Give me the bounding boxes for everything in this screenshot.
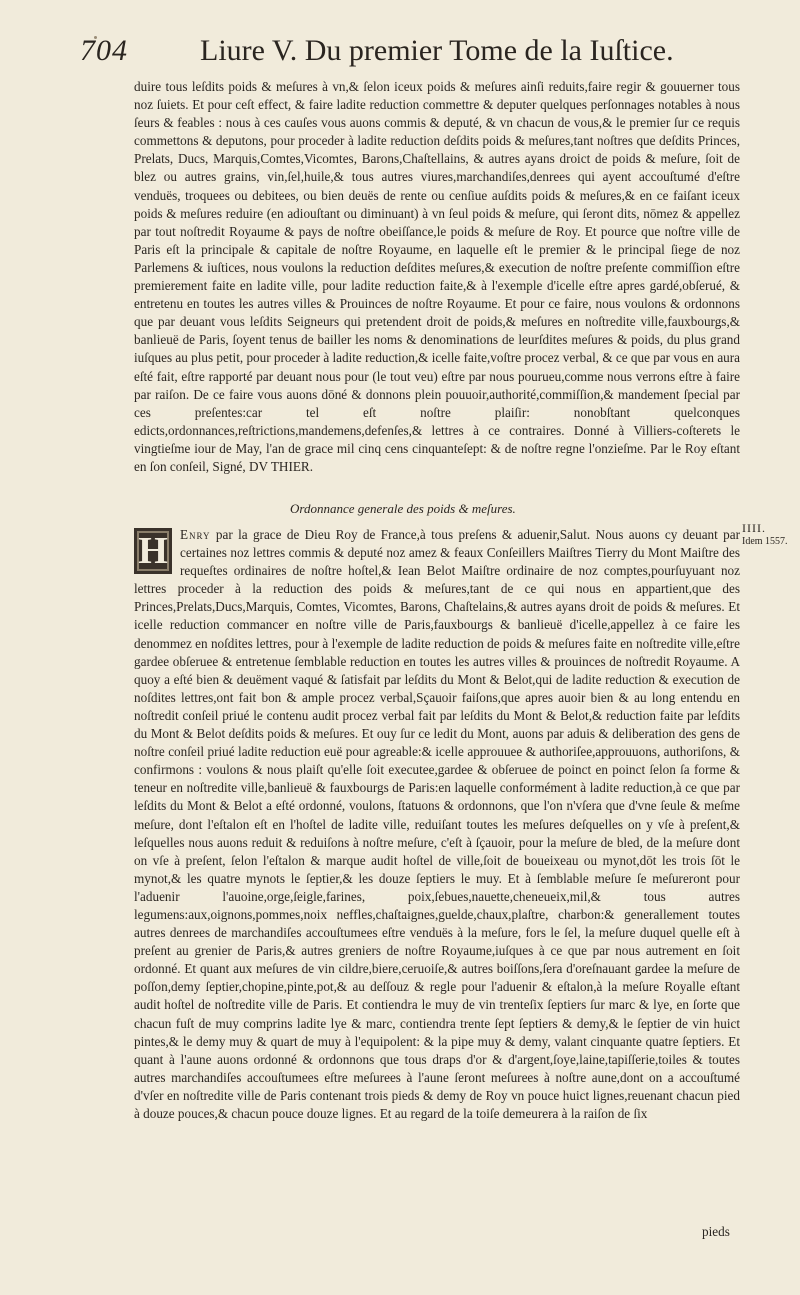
page-header — [80, 30, 700, 76]
text-block-commission — [134, 78, 740, 476]
section-heading: Ordonnance generale des poids & meſures. — [290, 501, 516, 516]
ordinance-text — [134, 526, 740, 1123]
running-title: Liure V. Du premier Tome de la Iuſtice. — [200, 34, 674, 67]
text-block-ordinance — [134, 526, 740, 1123]
catchword: pieds — [702, 1224, 730, 1239]
page-number: 704 — [80, 34, 128, 67]
commission-text: duire tous leſdits poids & meſures à vn,& ſelon iceux poids & meſures ainſi reduits,faire regir & gouuerner tous noz ſuiets. Et pour ceſt effect, & faire ladite reduction commettre & deputer quelques perſonnages notables à nous ſeurs & feables : nous à ces cauſes vous auons commis & deputé, & vn chacun de vous,& le premier ſur ce requis commettons & deputons, pour proceder à ladite reduction deſdits poids & meſures,tant noſtres que deſdits Princes, Prelats, Ducs, Marquis,Comtes,Vicomtes, Barons,Chaſtellains, & autres ayans droict de poids & meſure, ſoit de blez ou autres grains, vin,ſel,huile,& tous autres viures,marchandiſes,denrees qui ayent accouſtumé d'eſtre venduës, troquees ou debitees, ou bien deuës de rente ou cenſiue auſdits poids & meſures,& en ce faiſant iceux poids & meſures reduire (en adiouſtant ou diminuant) à vn ſeul poids & meſure, qui ſeront dits, nōmez & appellez par tout noſtredit Royaume & pays de noſtre obeiſſance,le poids & meſure de Roy. Et pource que noſtre ville de Paris eſt la principale & capitale de noſtre Royaume, en laquelle eſt le premier & le principal ſiege de noz Parlemens & iuſtices, nous voulons la reduction deſdites meſures,& execution de noſtre preſente commiſſion eſtre premierement faite en ladite ville, pour ladite reduction faite,& à l'exemple d'icelle eſtre apres gardé,obſerué, & entretenu en toutes les autres villes & Prouinces de noſtre Royaume. Et pour ce faire, nous voulons & ordonnons que par deuant vous leſdits Seigneurs qui pretendent droit de poids,& meſures en noſtredite ville,fauxbourgs,& banlieuë de Paris, ſoyent tenus de bailler les noms & denominations de leurſdites meſures & poids, du plus grand iuſques au plus petit, pour proceder à ladite reduction,& icelle faite,voſtre procez verbal, & ce que par vous en aura eſté fait, eſtre rapporté par deuant nous pour (le tout veu) eſtre par nous pourueu,comme nous verrons eſtre à faire par raiſon. De ce faire vous auons dōné & donnons plein pouuoir,authorité,commiſſion,& mandement ſpecial par ces preſentes:car tel eſt noſtre plaiſir: nonobſtant quelconques edicts,ordonnances,reſtrictions,mandemens,defenſes,& lettres à ce contraires. Donné à Villiers-coſterets le vingtieſme iour de May, l'an de grace mil cinq cens cinquanteſept: & de noſtre regne l'onzieſme. Par le Roy eſtant en ſon conſeil, Signé, DV THIER. — [134, 79, 741, 474]
margin-note-reference: Idem 1557. — [742, 536, 788, 547]
decorated-initial: H — [134, 528, 172, 574]
opening-word: Enry — [180, 527, 211, 542]
margin-note-number: IIII. — [742, 521, 766, 535]
ordinance-body: par la grace de Dieu Roy de France,à tous preſens & aduenir,Salut. Nous auons cy deuant par certaines noz lettres commis & deputé noz amez & feaux Conſeillers Maiſtres Tierry du Mont Maiſtre des requeſtes ordinaires de noſtre hoſtel,& Iean Belot Maiſtre ordinaire de noz comptes,pourſuyuant noz lettres proceder à la reduction des poids & meſures,tant de ce qui nous en appartient,que des Princes,Prelats,Ducs,Marquis, Comtes, Vicomtes, Barons, Chaſtelains,& autres ayans droit de poids & meſures. Et icelle reduction commancer en noſtre ville de Paris,fauxbourgs & banlieuë d'icelle,appellez à ce faire les denommez en noſdites lettres, pour à l'exemple de ladite reduction de poids & meſures faite en noſtredite ville,eſtre gardee obſeruee & entretenue ſemblable reduction en toutes les autres villes & prouinces de noſtredit Royaume. A quoy a eſté bien & deuëment vaqué & ſatisfait par leſdits du Mont & Belot,qui de ladite reduction & execution de noſdites lettres,ont fait bon & ample procez verbal,Sçauoir faiſons,que apres auoir bien & au long entendu en noſtredit conſeil priué le contenu audit procez verbal fait par leſdits du Mont & Belot,& reduction faite par leſdits du Mont & Belot deſdits poids & meſures. Et ouy ſur ce ledit du Mont, auons par aduis & deliberation des gens de noſtre conſeil priué ladite reduction euë pour agreable:& icelle approuuee & authoriſee,approuuons, authoriſons, & confirmons : voulons & nous plaiſt qu'elle ſoit executee,gardee & obſeruee de poinct en poinct ſelon ſa forme & teneur en noſtredite ville,banlieuë & fauxbourgs de Paris:en laquelle conformément à ladite reduction,à ce que par leſdits du Mont & Belot a eſté ordonné, voulons, ſtatuons & ordonnons, que l'on n'vſera que d'vne ſeule & meſme meſure, dont l'eſtalon eſt en l'hoſtel de ladite ville, reduiſant toutes les meſures deſquelles on y vſe à preſent,& leſquelles nous auons reduit & reduiſons à noſtre meſure, c'eſt à ſçauoir, pour la meſure de bled, de la meſure dont on vſe à preſent, ſelon l'eſtalon & marque audit hoſtel de ville,ſoit de boueixeau ou mynot,dōt les trois ſōt le mynot,& les quatre mynots le ſeptier,& les douze ſeptiers le muy. Et à ſemblable meſure ſe meſureront pour l'aduenir l'auoine,orge,ſeigle,farines, poix,ſebues,nauette,cheneueix,mil,& tous autres legumens:aux,oignons,pommes,noix neffles,chaſtaignes,guelde,chaux,plaſtre, charbon:& generallement toutes autres denrees de marchandiſes accouſtumees eſtre venduës à la meſure, fors le ſel, la meſure duquel quelle eſt à preſent au grenier de Paris,& autres greniers de noſtre Royaume,iuſques à ce que par nous autrement en ſoit ordonné. Et quant aux meſures de vin cildre,biere,ceruoiſe,& autres boiſſons,ſera d'oreſnauant gardee la meſure de poſſon,demy ſeptier,chopine,pinte,pot,& au deſſouz & regle pour l'aduenir & eſtalon,à la meſure Royalle eſtant audit hoſtel de noſtredite ville de Paris. Et contiendra le muy de vin trenteſix ſeptiers ſur marc & lye, en ſorte que chacun fuſt de muy comprins ladite lye & marc, contiendra trente ſept ſeptiers & demy,& le ſeptier de vin huict pintes,& le demy muy & quart de muy à l'equipolent: & la pipe muy & demy, valant cinquante quatre ſeptiers. Et quant à l'aune auons ordonné & ordonnons que tous draps d'or & d'argent,ſoye,laine,tapiſſerie,toiles & toutes autres marchandiſes accouſtumees eſtre meſurees à l'aune ſeront meſurees à noſtre aune,dont on a accouſtumé d'vſer en noſtredite ville de Paris contenant trois pieds & demy de Roy vn pouce huict lignes,reuenant chacun pied à douze pouces,& chacun pouce douze lignes. Et au regard de la toiſe demeurera à la raiſon de ſix — [134, 527, 740, 1121]
margin-note — [742, 522, 798, 548]
